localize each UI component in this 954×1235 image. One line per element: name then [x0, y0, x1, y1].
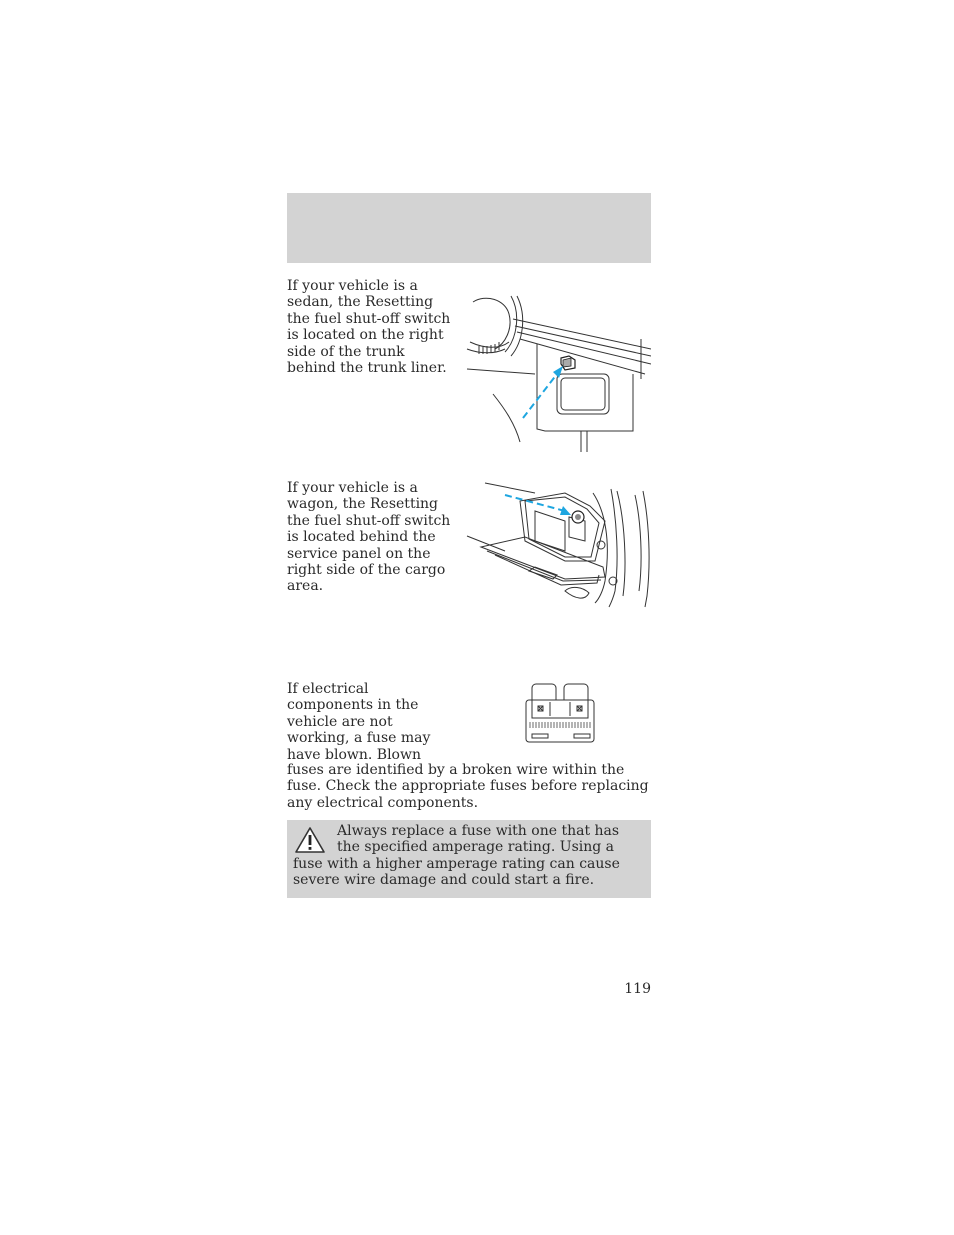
section-header-band — [287, 193, 651, 263]
fuse-warning-box — [287, 820, 651, 898]
warning-text: Always replace a fuse with one that has the specified amperage rating. Using a fuse with a higher amperage rating can cause severe wire damage and could start a fire. — [293, 823, 620, 889]
fuse-illustration — [522, 680, 598, 744]
wagon-cargo-panel-illustration — [465, 481, 651, 608]
fuse-check-text: fuses are identified by a broken wire within the fuse. Check the appropriate fuses before replacing any electrical components. — [287, 762, 649, 811]
sedan-switch-location-text: If your vehicle is a sedan, the Resetting the fuel shut-off switch is located on the right side of the trunk behind the trunk liner. — [287, 278, 451, 377]
sedan-trunk-illustration — [465, 294, 651, 452]
fuse-intro-text: If electrical components in the vehicle are not working, a fuse may have blown. Blown — [287, 681, 431, 763]
page-number: 119 — [624, 981, 651, 997]
wagon-switch-location-text: If your vehicle is a wagon, the Resetting the fuel shut-off switch is located behind the service panel on the right side of the cargo area. — [287, 480, 451, 595]
